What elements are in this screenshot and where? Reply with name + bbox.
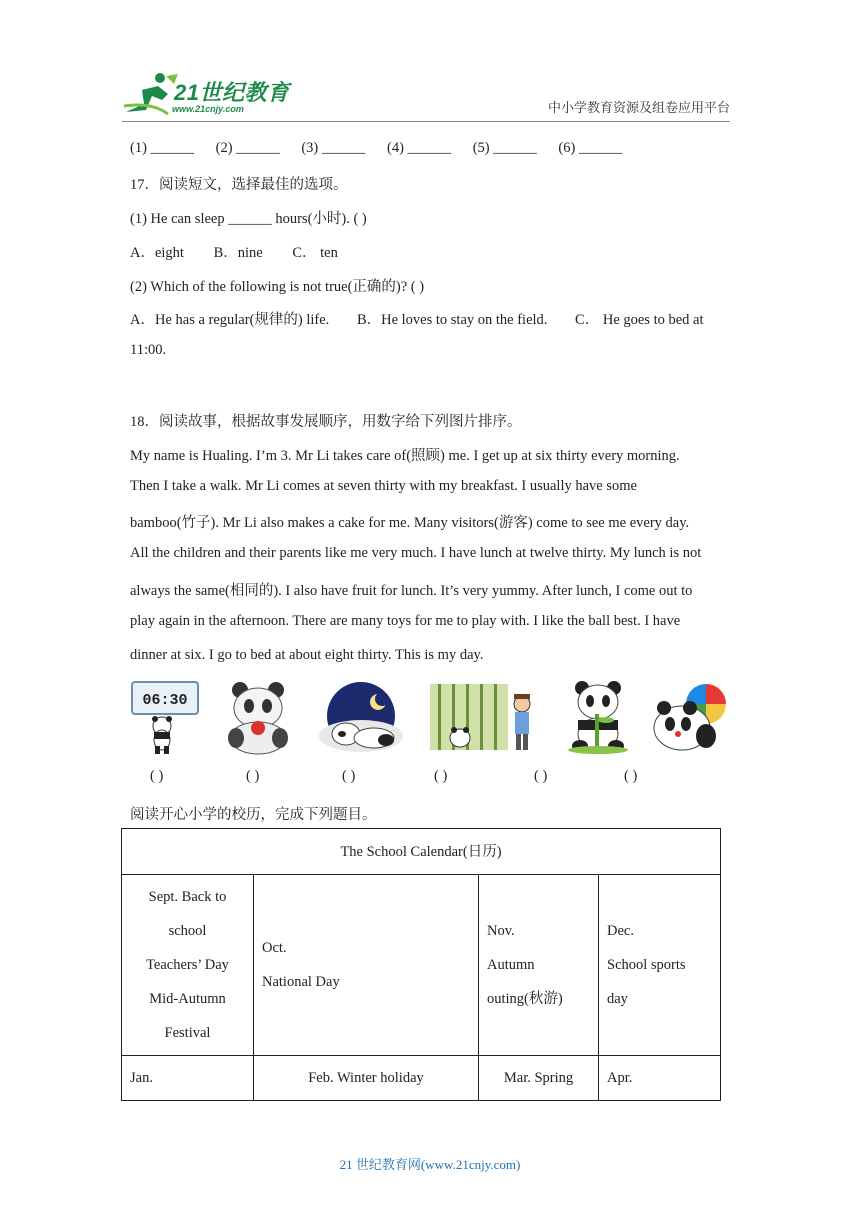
- option-b: B．nine: [213, 245, 263, 261]
- q17-question-1: (1) He can sleep ______ hours(小时). ( ): [130, 211, 367, 227]
- paren-6: ( ): [624, 768, 638, 784]
- table-title: The School Calendar(日历): [122, 829, 721, 875]
- option-a: A．He has a regular(规律的) life.: [130, 312, 330, 328]
- platform-label: 中小学教育资源及组卷应用平台: [547, 100, 730, 115]
- story-pictures: [130, 680, 732, 756]
- picture-sleeping-panda: [316, 680, 388, 752]
- blank-6: (6) ______: [558, 140, 623, 156]
- option-a: A．eight: [130, 245, 184, 261]
- picture-clock-panda: [130, 680, 202, 752]
- story-line-4: All the children and their parents like me very much. I have lunch at twelve thirty. My lunch is not: [130, 545, 702, 561]
- logo-text: 21世纪教育: [174, 80, 290, 105]
- paren-3: ( ): [342, 768, 356, 784]
- q19-intro: 阅读开心小学的校历，完成下列题目。: [130, 807, 377, 823]
- cell-dec: Dec. School sports day: [599, 875, 721, 1056]
- story-line-5: always the same(相同的). I also have fruit for lunch. It’s very yummy. After lunch, I come out to: [130, 583, 693, 599]
- cell-mar: Mar. Spring: [479, 1056, 599, 1101]
- story-line-3: bamboo(竹子). Mr Li also makes a cake for me. Many visitors(游客) come to see me every day.: [130, 515, 690, 531]
- cell-apr: Apr.: [599, 1056, 721, 1101]
- cell-sept: Sept. Back to school Teachers’ Day Mid-Autumn Festival: [122, 875, 254, 1056]
- paren-4: ( ): [434, 768, 448, 784]
- story-line-7: dinner at six. I go to bed at about eight thirty. This is my day.: [130, 647, 484, 663]
- picture-visitor-cage: [430, 680, 536, 752]
- option-c: C． ten: [292, 245, 338, 261]
- blank-2: (2) ______: [215, 140, 280, 156]
- school-calendar-table: [121, 828, 721, 1101]
- cell-jan: Jan.: [122, 1056, 254, 1101]
- logo-url: www.21cnjy.com: [172, 104, 244, 114]
- picture-panda-bamboo: [562, 680, 634, 752]
- table-row: [122, 829, 721, 875]
- q17-q2-option-c-cont: 11:00.: [130, 342, 167, 358]
- blank-5: (5) ______: [472, 140, 537, 156]
- blank-1: (1) ______: [130, 140, 195, 156]
- table-row: [122, 875, 721, 1056]
- q17-title: 17．阅读短文，选择最佳的选项。: [130, 177, 348, 193]
- paren-1: ( ): [150, 768, 164, 784]
- picture-panda-apple: [222, 680, 294, 752]
- q18-title: 18．阅读故事，根据故事发展顺序，用数字给下列图片排序。: [130, 414, 522, 430]
- blank-3: (3) ______: [301, 140, 366, 156]
- story-line-6: play again in the afternoon. There are many toys for me to play with. I like the ball best. I have: [130, 613, 681, 629]
- paren-5: ( ): [534, 768, 548, 784]
- blank-4: (4) ______: [387, 140, 452, 156]
- picture-panda-ball: [650, 680, 732, 752]
- story-line-1: My name is Hualing. I’m 3. Mr Li takes care of(照顾) me. I get up at six thirty every morning.: [130, 448, 680, 464]
- cell-oct: Oct. National Day: [254, 875, 479, 1056]
- option-b: B．He loves to stay on the field.: [356, 312, 548, 328]
- header-divider: [122, 121, 730, 122]
- paren-2: ( ): [246, 768, 260, 784]
- option-c: C． He goes to bed at: [575, 312, 704, 328]
- q16-answer-blanks: [130, 140, 640, 157]
- clock-time: 06:30: [142, 692, 188, 709]
- q17-question-2: (2) Which of the following is not true(正确的)? ( ): [130, 279, 425, 295]
- story-line-2: Then I take a walk. Mr Li comes at seven thirty with my breakfast. I usually have some: [130, 478, 637, 494]
- cell-nov: Nov. Autumn outing(秋游): [479, 875, 599, 1056]
- q17-q2-options: [130, 308, 704, 329]
- footer-link[interactable]: 21 世纪教育网(www.21cnjy.com): [339, 1157, 521, 1172]
- q17-q1-options: [130, 241, 364, 262]
- table-row: [122, 1056, 721, 1101]
- cell-feb: Feb. Winter holiday: [254, 1056, 479, 1101]
